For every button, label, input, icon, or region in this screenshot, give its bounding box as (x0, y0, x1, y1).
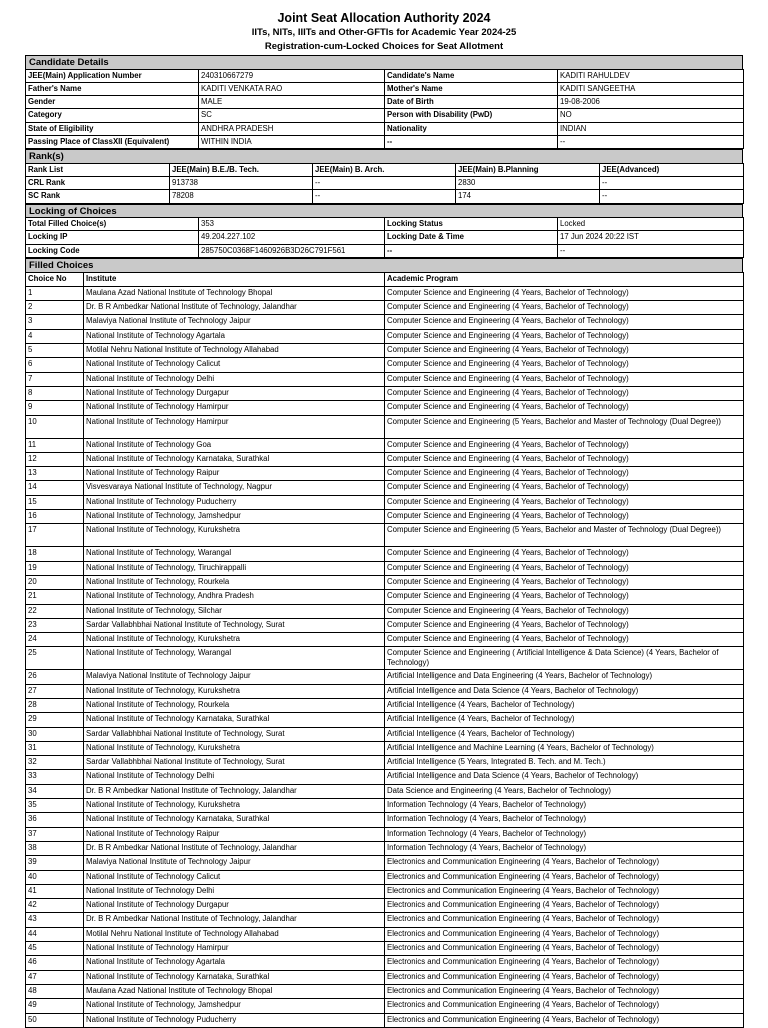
choice-institute: Maulana Azad National Institute of Technology Bhopal (84, 286, 385, 300)
table-row (26, 547, 744, 561)
choice-institute: National Institute of Technology Hamirpur (84, 401, 385, 415)
table-row (26, 415, 744, 438)
label-category: Category (26, 109, 199, 122)
choice-institute: Sardar Vallabhbhai National Institute of Technology, Surat (84, 618, 385, 632)
choice-institute: Maulana Azad National Institute of Technology Bhopal (84, 984, 385, 998)
choice-program: Artificial Intelligence and Data Science (4 Years, Bachelor of Technology) (385, 770, 744, 784)
choice-no: 4 (26, 329, 84, 343)
choice-institute: Dr. B R Ambedkar National Institute of Technology, Jalandhar (84, 841, 385, 855)
choice-institute: National Institute of Technology, Kurukshetra (84, 633, 385, 647)
choice-program: Computer Science and Engineering (4 Years, Bachelor of Technology) (385, 372, 744, 386)
label-passing-place: Passing Place of ClassXII (Equivalent) (26, 135, 199, 148)
table-row (26, 401, 744, 415)
choice-program: Information Technology (4 Years, Bachelor of Technology) (385, 827, 744, 841)
choice-institute: Malaviya National Institute of Technology Jaipur (84, 670, 385, 684)
choice-no: 7 (26, 372, 84, 386)
table-row (26, 301, 744, 315)
choice-program: Artificial Intelligence (4 Years, Bachelor of Technology) (385, 713, 744, 727)
choice-no: 24 (26, 633, 84, 647)
table-row (26, 315, 744, 329)
choice-no: 37 (26, 827, 84, 841)
choice-no: 27 (26, 684, 84, 698)
sc-rank-label: SC Rank (26, 190, 170, 203)
choice-institute: National Institute of Technology Delhi (84, 770, 385, 784)
choice-program: Electronics and Communication Engineering (4 Years, Bachelor of Technology) (385, 984, 744, 998)
choice-no: 45 (26, 942, 84, 956)
choice-program: Electronics and Communication Engineering (4 Years, Bachelor of Technology) (385, 899, 744, 913)
sc-rank-arch: -- (313, 190, 456, 203)
table-row (26, 913, 744, 927)
choice-program: Electronics and Communication Engineering (4 Years, Bachelor of Technology) (385, 870, 744, 884)
value-nationality: INDIAN (558, 122, 744, 135)
table-row (26, 727, 744, 741)
choice-institute: Dr. B R Ambedkar National Institute of Technology, Jalandhar (84, 301, 385, 315)
choice-program: Information Technology (4 Years, Bachelor of Technology) (385, 799, 744, 813)
choice-no: 18 (26, 547, 84, 561)
choices-header-institute: Institute (84, 272, 385, 286)
table-row (26, 984, 744, 998)
choice-no: 36 (26, 813, 84, 827)
choice-no: 25 (26, 647, 84, 670)
choice-institute: National Institute of Technology Agartala (84, 956, 385, 970)
table-row (26, 604, 744, 618)
crl-rank-arch: -- (313, 177, 456, 190)
table-row (26, 784, 744, 798)
choice-institute: National Institute of Technology Delhi (84, 372, 385, 386)
choice-program: Computer Science and Engineering (4 Years, Bachelor of Technology) (385, 604, 744, 618)
document-subtitle-2: Registration-cum-Locked Choices for Seat Allotment (264, 41, 504, 52)
choice-institute: National Institute of Technology, Silchar (84, 604, 385, 618)
value-gender: MALE (199, 96, 385, 109)
choice-no: 32 (26, 756, 84, 770)
crl-rank-plan: 2830 (456, 177, 600, 190)
rank-header-arch: JEE(Main) B. Arch. (313, 163, 456, 176)
label-nationality: Nationality (385, 122, 558, 135)
choice-no: 29 (26, 713, 84, 727)
choice-program: Computer Science and Engineering (4 Years, Bachelor of Technology) (385, 495, 744, 509)
label-dob: Date of Birth (385, 96, 558, 109)
rank-header-adv: JEE(Advanced) (600, 163, 744, 176)
choice-program: Electronics and Communication Engineering (4 Years, Bachelor of Technology) (385, 942, 744, 956)
table-row (26, 899, 744, 913)
table-row (26, 856, 744, 870)
choice-program: Computer Science and Engineering (4 Years, Bachelor of Technology) (385, 467, 744, 481)
label-locking-code: Locking Code (26, 244, 199, 257)
sc-rank-plan: 174 (456, 190, 600, 203)
table-row (26, 698, 744, 712)
choice-no: 43 (26, 913, 84, 927)
choice-institute: National Institute of Technology, Warangal (84, 647, 385, 670)
choice-no: 40 (26, 870, 84, 884)
table-row (26, 618, 744, 632)
table-row (26, 647, 744, 670)
choice-institute: Sardar Vallabhbhai National Institute of Technology, Surat (84, 727, 385, 741)
choice-institute: National Institute of Technology Agartala (84, 329, 385, 343)
table-row (26, 452, 744, 466)
label-app-no: JEE(Main) Application Number (26, 69, 199, 82)
choice-no: 35 (26, 799, 84, 813)
choice-no: 1 (26, 286, 84, 300)
choice-institute: National Institute of Technology, Kurukshetra (84, 684, 385, 698)
table-row (26, 633, 744, 647)
value-candidate-name: KADITI RAHULDEV (558, 69, 744, 82)
label-candidate-name: Candidate's Name (385, 69, 558, 82)
candidate-details-table (25, 69, 744, 150)
ranks-table (25, 163, 744, 204)
choice-program: Computer Science and Engineering (4 Years, Bachelor of Technology) (385, 590, 744, 604)
value-locking-status: Locked (558, 218, 744, 231)
ranks-heading: Rank(s) (25, 149, 743, 163)
choice-program: Computer Science and Engineering (4 Years, Bachelor of Technology) (385, 561, 744, 575)
choice-no: 26 (26, 670, 84, 684)
table-row (26, 386, 744, 400)
choice-no: 2 (26, 301, 84, 315)
value-passing-place: WITHIN INDIA (199, 135, 385, 148)
choice-institute: National Institute of Technology Puducherry (84, 495, 385, 509)
choice-no: 31 (26, 741, 84, 755)
locking-table (25, 217, 744, 258)
value-locking-code: 285750C0368F1460926B3D26C791F561 (199, 244, 385, 257)
choice-institute: National Institute of Technology, Rourkela (84, 698, 385, 712)
choice-no: 12 (26, 452, 84, 466)
choice-program: Artificial Intelligence and Data Science (4 Years, Bachelor of Technology) (385, 684, 744, 698)
empty-label: -- (385, 244, 558, 257)
choice-program: Information Technology (4 Years, Bachelor of Technology) (385, 841, 744, 855)
choice-institute: Motilal Nehru National Institute of Technology Allahabad (84, 927, 385, 941)
choice-no: 17 (26, 524, 84, 547)
rank-header-plan: JEE(Main) B.Planning (456, 163, 600, 176)
choice-no: 21 (26, 590, 84, 604)
choice-no: 14 (26, 481, 84, 495)
choice-institute: Sardar Vallabhbhai National Institute of Technology, Surat (84, 756, 385, 770)
choice-no: 11 (26, 438, 84, 452)
choice-program: Artificial Intelligence (5 Years, Integrated B. Tech. and M. Tech.) (385, 756, 744, 770)
table-row (26, 756, 744, 770)
choice-no: 10 (26, 415, 84, 438)
choice-program: Computer Science and Engineering (4 Years, Bachelor of Technology) (385, 575, 744, 589)
choice-no: 48 (26, 984, 84, 998)
choice-program: Computer Science and Engineering (4 Years, Bachelor of Technology) (385, 510, 744, 524)
choice-program: Computer Science and Engineering (4 Years, Bachelor of Technology) (385, 452, 744, 466)
locking-heading: Locking of Choices (25, 204, 743, 218)
value-pwd: NO (558, 109, 744, 122)
choice-program: Computer Science and Engineering (5 Years, Bachelor and Master of Technology (Dual Degree)) (385, 524, 744, 547)
choice-institute: Malaviya National Institute of Technology Jaipur (84, 856, 385, 870)
choice-no: 33 (26, 770, 84, 784)
table-row (26, 467, 744, 481)
rank-header-list: Rank List (26, 163, 170, 176)
choice-no: 20 (26, 575, 84, 589)
choice-program: Computer Science and Engineering (4 Years, Bachelor of Technology) (385, 438, 744, 452)
value-state: ANDHRA PRADESH (199, 122, 385, 135)
choice-program: Computer Science and Engineering (4 Years, Bachelor of Technology) (385, 358, 744, 372)
table-row (26, 813, 744, 827)
label-mother: Mother's Name (385, 82, 558, 95)
choices-header-no: Choice No (26, 272, 84, 286)
choice-institute: National Institute of Technology Calicut (84, 870, 385, 884)
choice-institute: National Institute of Technology, Jamshedpur (84, 510, 385, 524)
table-row (26, 684, 744, 698)
choice-institute: Malaviya National Institute of Technology Jaipur (84, 315, 385, 329)
filled-choices-heading: Filled Choices (25, 258, 743, 272)
value-category: SC (199, 109, 385, 122)
choice-no: 23 (26, 618, 84, 632)
filled-choices-table (25, 272, 744, 1028)
choice-program: Information Technology (4 Years, Bachelor of Technology) (385, 813, 744, 827)
empty-value: -- (558, 135, 744, 148)
choice-institute: National Institute of Technology Hamirpur (84, 415, 385, 438)
value-locking-ip: 49.204.227.102 (199, 231, 385, 244)
label-locking-status: Locking Status (385, 218, 558, 231)
label-pwd: Person with Disability (PwD) (385, 109, 558, 122)
table-row (26, 575, 744, 589)
choice-program: Computer Science and Engineering (4 Years, Bachelor of Technology) (385, 618, 744, 632)
crl-rank-adv: -- (600, 177, 744, 190)
choice-no: 39 (26, 856, 84, 870)
choice-program: Computer Science and Engineering (4 Years, Bachelor of Technology) (385, 633, 744, 647)
table-row (26, 799, 744, 813)
choice-program: Artificial Intelligence (4 Years, Bachelor of Technology) (385, 698, 744, 712)
choice-no: 28 (26, 698, 84, 712)
table-row (26, 670, 744, 684)
choice-no: 34 (26, 784, 84, 798)
sc-rank-be: 78208 (170, 190, 313, 203)
table-row (26, 841, 744, 855)
value-app-no: 240310667279 (199, 69, 385, 82)
choice-no: 44 (26, 927, 84, 941)
rank-header-be: JEE(Main) B.E./B. Tech. (170, 163, 313, 176)
choice-institute: Motilal Nehru National Institute of Technology Allahabad (84, 344, 385, 358)
label-state: State of Eligibility (26, 122, 199, 135)
choice-program: Electronics and Communication Engineering (4 Years, Bachelor of Technology) (385, 999, 744, 1013)
document-title: Joint Seat Allocation Authority 2024 (277, 11, 491, 25)
choice-program: Electronics and Communication Engineering (4 Years, Bachelor of Technology) (385, 884, 744, 898)
choice-no: 50 (26, 1013, 84, 1027)
choice-program: Artificial Intelligence (4 Years, Bachelor of Technology) (385, 727, 744, 741)
choice-institute: National Institute of Technology, Kurukshetra (84, 799, 385, 813)
table-row (26, 884, 744, 898)
table-row (26, 1013, 744, 1027)
table-row (26, 481, 744, 495)
choice-institute: National Institute of Technology Raipur (84, 827, 385, 841)
choices-header-program: Academic Program (385, 272, 744, 286)
choice-no: 5 (26, 344, 84, 358)
choice-program: Computer Science and Engineering (4 Years, Bachelor of Technology) (385, 344, 744, 358)
choice-program: Computer Science and Engineering (4 Years, Bachelor of Technology) (385, 386, 744, 400)
table-row (26, 927, 744, 941)
choice-no: 19 (26, 561, 84, 575)
choice-institute: National Institute of Technology Karnataka, Surathkal (84, 813, 385, 827)
choice-no: 46 (26, 956, 84, 970)
table-row (26, 870, 744, 884)
crl-rank-label: CRL Rank (26, 177, 170, 190)
choice-program: Electronics and Communication Engineering (4 Years, Bachelor of Technology) (385, 927, 744, 941)
value-locking-date: 17 Jun 2024 20:22 IST (558, 231, 744, 244)
choice-institute: National Institute of Technology Raipur (84, 467, 385, 481)
candidate-details-heading: Candidate Details (25, 55, 743, 69)
choice-institute: National Institute of Technology Karnataka, Surathkal (84, 970, 385, 984)
choice-program: Computer Science and Engineering (4 Years, Bachelor of Technology) (385, 286, 744, 300)
choice-institute: Dr. B R Ambedkar National Institute of Technology, Jalandhar (84, 784, 385, 798)
choice-program: Computer Science and Engineering (4 Years, Bachelor of Technology) (385, 401, 744, 415)
table-row (26, 741, 744, 755)
empty-label: -- (385, 135, 558, 148)
choice-program: Artificial Intelligence and Machine Learning (4 Years, Bachelor of Technology) (385, 741, 744, 755)
table-row (26, 524, 744, 547)
table-row (26, 999, 744, 1013)
table-row (26, 438, 744, 452)
table-row (26, 956, 744, 970)
label-gender: Gender (26, 96, 199, 109)
choice-program: Computer Science and Engineering (4 Years, Bachelor of Technology) (385, 315, 744, 329)
choice-institute: National Institute of Technology, Jamshedpur (84, 999, 385, 1013)
choice-program: Electronics and Communication Engineering (4 Years, Bachelor of Technology) (385, 913, 744, 927)
choice-no: 15 (26, 495, 84, 509)
empty-value: -- (558, 244, 744, 257)
choice-program: Artificial Intelligence and Data Engineering (4 Years, Bachelor of Technology) (385, 670, 744, 684)
choice-institute: National Institute of Technology, Kurukshetra (84, 741, 385, 755)
choice-institute: Visvesvaraya National Institute of Technology, Nagpur (84, 481, 385, 495)
choice-program: Computer Science and Engineering ( Artificial Intelligence & Data Science) (4 Years, Bachelor of Technology) (385, 647, 744, 670)
choice-institute: National Institute of Technology, Andhra Pradesh (84, 590, 385, 604)
table-row (26, 770, 744, 784)
choice-institute: National Institute of Technology Durgapur (84, 899, 385, 913)
choice-program: Electronics and Communication Engineering (4 Years, Bachelor of Technology) (385, 1013, 744, 1027)
choice-institute: National Institute of Technology Karnataka, Surathkal (84, 452, 385, 466)
table-row (26, 827, 744, 841)
choice-no: 13 (26, 467, 84, 481)
choice-no: 49 (26, 999, 84, 1013)
choice-program: Computer Science and Engineering (5 Years, Bachelor and Master of Technology (Dual Degree)) (385, 415, 744, 438)
choice-no: 3 (26, 315, 84, 329)
value-total-choices: 353 (199, 218, 385, 231)
document-subtitle: IITs, NITs, IIITs and Other-GFTIs for Academic Year 2024-25 (251, 27, 517, 38)
label-father: Father's Name (26, 82, 199, 95)
label-locking-date: Locking Date & Time (385, 231, 558, 244)
value-mother: KADITI SANGEETHA (558, 82, 744, 95)
table-row (26, 942, 744, 956)
choice-institute: National Institute of Technology Puducherry (84, 1013, 385, 1027)
table-row (26, 329, 744, 343)
choice-institute: Dr. B R Ambedkar National Institute of Technology, Jalandhar (84, 913, 385, 927)
value-dob: 19-08-2006 (558, 96, 744, 109)
choice-institute: National Institute of Technology Goa (84, 438, 385, 452)
choice-institute: National Institute of Technology Hamirpur (84, 942, 385, 956)
choice-institute: National Institute of Technology Calicut (84, 358, 385, 372)
table-row (26, 561, 744, 575)
choice-no: 42 (26, 899, 84, 913)
choice-program: Computer Science and Engineering (4 Years, Bachelor of Technology) (385, 547, 744, 561)
choice-no: 6 (26, 358, 84, 372)
choice-no: 22 (26, 604, 84, 618)
choice-program: Data Science and Engineering (4 Years, Bachelor of Technology) (385, 784, 744, 798)
choice-no: 16 (26, 510, 84, 524)
value-father: KADITI VENKATA RAO (199, 82, 385, 95)
table-row (26, 510, 744, 524)
table-row (26, 970, 744, 984)
crl-rank-be: 913738 (170, 177, 313, 190)
choice-program: Computer Science and Engineering (4 Years, Bachelor of Technology) (385, 481, 744, 495)
choice-institute: National Institute of Technology, Warangal (84, 547, 385, 561)
choice-institute: National Institute of Technology, Tiruchirappalli (84, 561, 385, 575)
choice-institute: National Institute of Technology, Kurukshetra (84, 524, 385, 547)
table-row (26, 372, 744, 386)
choice-no: 9 (26, 401, 84, 415)
choice-institute: National Institute of Technology, Rourkela (84, 575, 385, 589)
choice-program: Electronics and Communication Engineering (4 Years, Bachelor of Technology) (385, 956, 744, 970)
table-row (26, 590, 744, 604)
choice-no: 41 (26, 884, 84, 898)
choice-no: 47 (26, 970, 84, 984)
choice-program: Electronics and Communication Engineering (4 Years, Bachelor of Technology) (385, 856, 744, 870)
table-row (26, 344, 744, 358)
choice-institute: National Institute of Technology Delhi (84, 884, 385, 898)
choice-institute: National Institute of Technology Durgapur (84, 386, 385, 400)
table-row (26, 713, 744, 727)
table-row (26, 495, 744, 509)
choice-no: 8 (26, 386, 84, 400)
label-total-choices: Total Filled Choice(s) (26, 218, 199, 231)
table-row (26, 286, 744, 300)
label-locking-ip: Locking IP (26, 231, 199, 244)
choice-no: 30 (26, 727, 84, 741)
choice-program: Electronics and Communication Engineering (4 Years, Bachelor of Technology) (385, 970, 744, 984)
choice-institute: National Institute of Technology Karnataka, Surathkal (84, 713, 385, 727)
choice-program: Computer Science and Engineering (4 Years, Bachelor of Technology) (385, 329, 744, 343)
table-row (26, 358, 744, 372)
sc-rank-adv: -- (600, 190, 744, 203)
choice-no: 38 (26, 841, 84, 855)
choice-program: Computer Science and Engineering (4 Years, Bachelor of Technology) (385, 301, 744, 315)
